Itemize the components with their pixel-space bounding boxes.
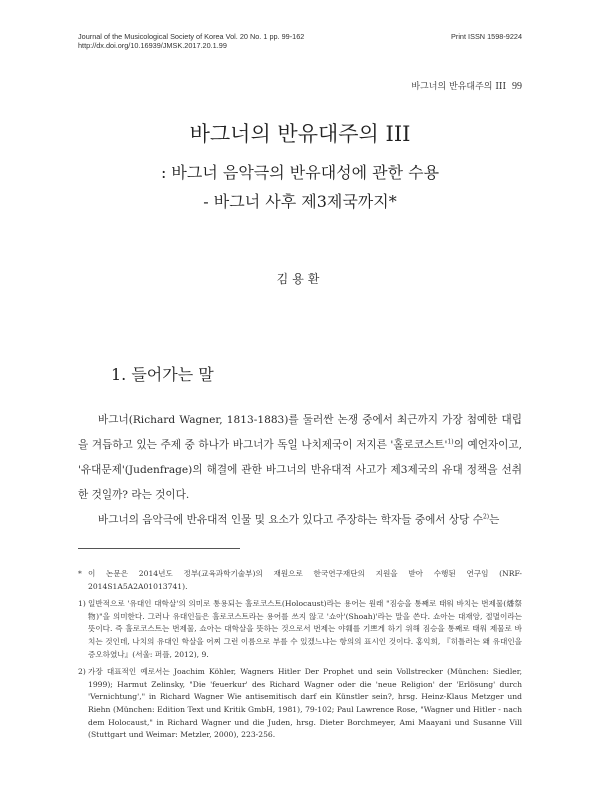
paragraph-1-text-a: 바그너(Richard Wagner, 1813-1883)를 둘러싼 논쟁 중에서 최근까지 가장 첨예한 대립을 겨듭하고 있는 주제 중 하나가 바그너가 독일 나치제국이 저지른 '홀로코스트' xyxy=(78,414,522,451)
footnote-mark: 1) xyxy=(78,599,86,609)
paragraph-2 xyxy=(78,508,522,533)
paragraph-2-text-a: 바그너의 음악극에 반유대적 인물 및 요소가 있다고 주장하는 학자들 중에서 상당 수 xyxy=(98,514,483,526)
body-text xyxy=(78,408,522,533)
footnote-text: 가장 대표적인 예로서는 Joachim Köhler, Wagners Hitler Der Prophet und sein Vollstrecker (München: Siedler, 1999); Harmut Zelinsky, "Die 'feuerkur' des Richard Wagner oder die 'neue Religion' der 'Erlösung' durch 'Vernichtung'," in Richard Wagner Wie antisemitisch darf ein Künstler sein?, hrsg. Heinz-Klaus Metzger und Riehn (München: Edition Text und Kritik GmbH, 1981), 79-102; Paul Lawrence Rose, "Wagner und Hitler - nach dem Holocaust," in Richard Wagner und die Juden, hrsg. Dieter Borchmeyer, Ami Maayani und Susanne Vill (Stuttgart und Weimar: Metzler, 2000), 223-256. xyxy=(88,667,522,740)
journal-line: Journal of the Musicological Society of Korea Vol. 20 No. 1 pp. 99-162 xyxy=(78,32,305,41)
page-number: 99 xyxy=(512,81,522,92)
running-title: 바그너의 반유대주의 III xyxy=(411,82,506,92)
paragraph-1-text-b: 의 예언자이고, '유대문제'(Judenfrage)의 해결에 관한 바그너의 반유대적 사고가 제3제국의 유대 정책을 선취한 것일까? 라는 것이다. xyxy=(78,439,522,501)
footnote-funding xyxy=(78,568,522,593)
footnote-text: 이 논문은 2014년도 정부(교육과학기술부)의 재원으로 한국연구재단의 지원을 받아 수행된 연구임 (NRF-2014S1A5A2A01013741). xyxy=(88,569,522,591)
article-subtitle-2: - 바그너 사후 제3제국까지* xyxy=(203,192,397,211)
footnote-mark: 2) xyxy=(78,667,86,677)
article-subtitle-1: : 바그너 음악극의 반유대성에 관한 수용 xyxy=(160,163,440,182)
doi-link[interactable]: http://dx.doi.org/10.16939/JMSK.2017.20.1.99 xyxy=(78,41,227,50)
footnote-ref-1[interactable]: 1) xyxy=(447,438,454,446)
running-head xyxy=(411,79,522,92)
section-heading: 1. 들어가는 말 xyxy=(111,365,214,384)
footnote-text: 일반적으로 '유대인 대학살'의 의미로 통용되는 홀로코스트(Holocaust)라는 용어는 원래 "짐승을 통째로 태워 바치는 번제물(燔祭物)"을 의미한다. 그러나 유대인들은 홀로코스트라는 용어를 쓰지 않고 '쇼아'(Shoah)'라는 말을 쓴다. 쇼아는 대재앙, 절멸이라는 뜻이다. 즉 홀로코스트는 번제물, 쇼아는 대학살을 뜻하는 것으로서 번제는 야훼를 기쁘게 하기 위해 짐승을 통째로 태워 제물로 바치는 것인데, 나치의 유대인 학살을 어찌 그런 이름으로 부를 수 있겠느냐는 항의의 표시인 것이다. 홍익희, 『히틀러는 왜 유대인을 증오하였나』(서울: 퍼플, 2012), 9. xyxy=(88,599,522,659)
journal-citation xyxy=(78,32,304,50)
article-title: 바그너의 반유대주의 III xyxy=(189,122,411,146)
paragraph-2-text-b: 는 xyxy=(489,514,500,526)
footnote-ref-2[interactable]: 2) xyxy=(482,513,490,521)
footnote-2 xyxy=(78,666,522,742)
author-name: 김용환 xyxy=(276,272,324,286)
footnote-mark: * xyxy=(78,569,82,578)
footnote-divider xyxy=(78,548,240,549)
paragraph-1 xyxy=(78,408,522,508)
footnotes xyxy=(78,568,522,747)
footnote-1 xyxy=(78,598,522,661)
issn-label: Print ISSN 1598-9224 xyxy=(451,32,522,41)
